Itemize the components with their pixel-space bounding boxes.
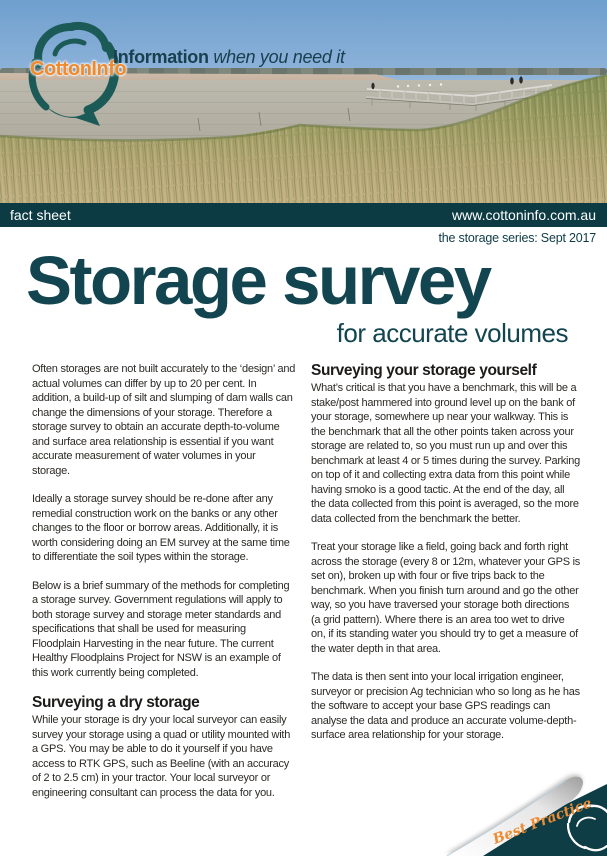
section-heading-storage-yourself: Surveying your storage yourself xyxy=(311,362,537,379)
body-paragraph: Often storages are not built accurately to the ‘design’ and actual volumes can differ by up to 20 per cent. In addition, a build-up of silt and slumping of dam walls can change the dimensions of your storage. Therefore a storage survey to obtain an accurate depth-to-volume and surface area relationship is essential if you want accurate measurement of water volumes in your storage. xyxy=(32,363,296,477)
page-curl-corner xyxy=(435,734,607,856)
tagline-bold: Information xyxy=(113,47,209,67)
body-paragraph: While your storage is dry your local surveyor can easily survey your storage using a quad or utility mounted with a GPS. You may be able to do it yourself if you have access to RTK GPS, such as Beeline (with an accuracy of 2 to 2.5 cm) in your tractor. Your local surveyor or engineering consultant can process the data for you. xyxy=(32,714,291,799)
best-practice-label: Best Practice xyxy=(490,795,595,848)
storage-photo xyxy=(0,0,607,203)
logo-wordmark: CottonInfo xyxy=(30,58,127,80)
body-paragraph: What’s critical is that you have a benchmark, this will be a stake/post hammered into ground level up on the bank of your storage, somewhere up near your walkway. This is the benchmark that all the other points taken across your storage are related to, so you must run up and over this benchmark at least 4 or 5 times during the survey. Parking on top of it and collecting extra data from this point while having smoko is a good tactic. At the end of the day, all the data collected from this point is averaged, so the more data collected from the benchmark the better. xyxy=(311,382,580,525)
tagline-italic: when you need it xyxy=(208,47,345,67)
section-heading-dry-storage: Surveying a dry storage xyxy=(32,694,200,711)
series-line: the storage series: Sept 2017 xyxy=(438,231,596,245)
white-birds xyxy=(397,83,442,87)
page-subtitle: for accurate volumes xyxy=(336,318,568,348)
cottoninfo-logo xyxy=(12,10,127,128)
body-paragraph: The data is then sent into your local irrigation engineer, surveyor or precision Ag technician who so long as he has the software to accept your base GPS readings can analyse the data and produce an accurate volume-depth-surface area relationship for your storage. xyxy=(311,671,580,741)
body-paragraph: Ideally a storage survey should be re-done after any remedial construction work on the banks or any other changes to the floor or borrow areas. Additionally, it is worth considering doing an EM survey at the same time to differentiate the soil types within the storage. xyxy=(32,493,290,563)
best-practice-badge xyxy=(435,734,607,856)
page-title: Storage survey xyxy=(26,242,490,319)
birds xyxy=(371,76,522,89)
body-paragraph: Below is a brief summary of the methods for completing a storage survey. Government regulations will apply to both storage survey and storage meter standards and specifications that shall be used for measuring Floodplain Harvesting in the near future. The current Healthy Floodplains Project for NSW is an example of this work currently being completed. xyxy=(32,579,290,679)
fact-sheet-bar xyxy=(0,203,607,227)
left-column xyxy=(32,362,296,814)
tagline xyxy=(113,47,345,68)
body-paragraph: Treat your storage like a field, going back and forth right across the storage (every 8 or 12m, whatever your GPS is set on), broken up with four or five trips back to the benchmark. When you finish turn around and go the other way, so you have traversed your storage both directions (a grid pattern). Where there is an area too wet to drive on, if its standing water you should try to get a measure of the water depth in that area. xyxy=(311,541,581,655)
fact-sheet-label: fact sheet xyxy=(10,207,71,223)
website-url: www.cottoninfo.com.au xyxy=(452,207,596,223)
